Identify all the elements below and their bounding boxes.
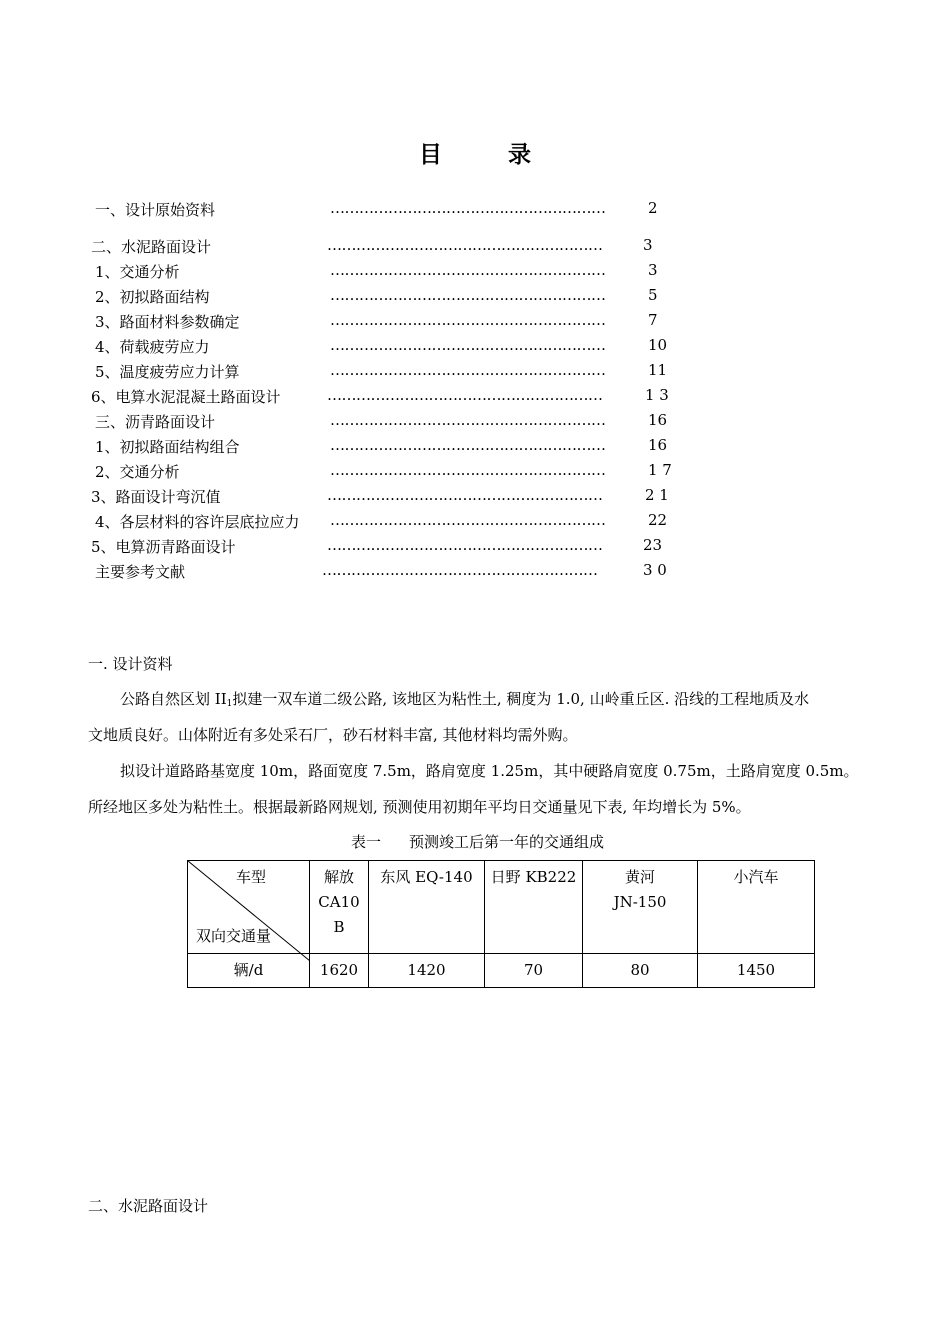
toc-leader-dots: ………………………………………………… bbox=[330, 411, 606, 429]
toc-page-number: 23 bbox=[643, 536, 663, 554]
toc-leader-dots: ………………………………………………… bbox=[330, 511, 606, 529]
table-cell: 1620 bbox=[310, 954, 369, 988]
toc-entry-label: 2、交通分析 bbox=[95, 463, 180, 481]
toc-entry-label: 主要参考文献 bbox=[95, 563, 186, 581]
table-header-cell: 小汽车 bbox=[698, 861, 815, 954]
section-heading: 二、水泥路面设计 bbox=[88, 1197, 209, 1215]
paragraph-line bbox=[120, 688, 809, 709]
subscript-text: 1 bbox=[226, 699, 233, 709]
toc-page-number: 3 bbox=[643, 236, 653, 254]
toc-leader-dots: ………………………………………………… bbox=[330, 461, 606, 479]
toc-entry[interactable] bbox=[0, 236, 700, 261]
toc-leader-dots: ………………………………………………… bbox=[327, 386, 603, 404]
toc-entry[interactable] bbox=[0, 286, 700, 311]
table-cell: 80 bbox=[583, 954, 698, 988]
table-cell: 1450 bbox=[698, 954, 815, 988]
toc-entry[interactable] bbox=[0, 199, 700, 224]
table-corner-cell bbox=[188, 861, 310, 954]
paragraph-text: 公路自然区划 II bbox=[120, 690, 227, 708]
toc-entry-label: 4、荷载疲劳应力 bbox=[95, 338, 210, 356]
toc-entry[interactable] bbox=[0, 436, 700, 461]
table-caption-number: 表一 bbox=[351, 833, 382, 851]
toc-entry[interactable] bbox=[0, 561, 700, 586]
toc-page-number: 1 3 bbox=[645, 386, 669, 404]
toc-leader-dots: ………………………………………………… bbox=[327, 536, 603, 554]
toc-entry[interactable] bbox=[0, 511, 700, 536]
paragraph-text: 拟建一双车道二级公路, 该地区为粘性土, 稠度为 1.0, 山岭重丘区. 沿线的工程地质及水 bbox=[232, 690, 810, 708]
table-header-row bbox=[188, 861, 815, 954]
toc-entry-label: 5、电算沥青路面设计 bbox=[91, 538, 236, 556]
table-caption bbox=[351, 831, 604, 852]
toc-entry-label: 三、沥青路面设计 bbox=[95, 413, 216, 431]
table-caption-text: 预测竣工后第一年的交通组成 bbox=[409, 833, 605, 851]
toc-page-number: 7 bbox=[648, 311, 658, 329]
toc-leader-dots: ………………………………………………… bbox=[330, 361, 606, 379]
paragraph-line: 文地质良好。山体附近有多处采石厂，砂石材料丰富, 其他材料均需外购。 bbox=[88, 726, 578, 744]
table-header-cell: 日野 KB222 bbox=[485, 861, 583, 954]
section-heading: 一. 设计资料 bbox=[88, 655, 173, 673]
toc-page-number: 16 bbox=[648, 436, 668, 454]
toc-entry[interactable] bbox=[0, 486, 700, 511]
toc-leader-dots: ………………………………………………… bbox=[330, 199, 606, 217]
toc-page-number: 1 7 bbox=[648, 461, 672, 479]
toc-leader-dots: ………………………………………………… bbox=[327, 236, 603, 254]
toc-leader-dots: ………………………………………………… bbox=[330, 286, 606, 304]
table-header-cell: 黄河 JN-150 bbox=[583, 861, 698, 954]
toc-leader-dots: ………………………………………………… bbox=[327, 486, 603, 504]
toc-entry[interactable] bbox=[0, 536, 700, 561]
toc-title: 目录 bbox=[419, 141, 597, 168]
toc-entry[interactable] bbox=[0, 311, 700, 336]
toc-entry-label: 1、交通分析 bbox=[95, 263, 180, 281]
corner-row-label: 双向交通量 bbox=[196, 927, 272, 945]
table-header-cell: 东风 EQ-140 bbox=[369, 861, 485, 954]
toc-entry[interactable] bbox=[0, 411, 700, 436]
toc-entry[interactable] bbox=[0, 461, 700, 486]
table-header-cell: 解放 CA10 B bbox=[310, 861, 369, 954]
toc-page-number: 10 bbox=[648, 336, 668, 354]
toc-page-number: 3 bbox=[648, 261, 658, 279]
toc-page-number: 5 bbox=[648, 286, 658, 304]
toc-entry[interactable] bbox=[0, 361, 700, 386]
toc-entry-label: 1、初拟路面结构组合 bbox=[95, 438, 240, 456]
paragraph-line: 拟设计道路路基宽度 10m，路面宽度 7.5m，路肩宽度 1.25m，其中硬路肩宽度 0.75m，土路肩宽度 0.5m。 bbox=[120, 762, 859, 780]
toc-page-number: 11 bbox=[648, 361, 668, 379]
table-cell: 1420 bbox=[369, 954, 485, 988]
toc-entry[interactable] bbox=[0, 261, 700, 286]
toc-entry-label: 4、各层材料的容许层底拉应力 bbox=[95, 513, 300, 531]
toc-entry-label: 2、初拟路面结构 bbox=[95, 288, 210, 306]
toc-page-number: 22 bbox=[648, 511, 668, 529]
toc-page-number: 2 1 bbox=[645, 486, 669, 504]
table-row-label: 辆/d bbox=[188, 954, 310, 988]
toc-entry[interactable] bbox=[0, 386, 700, 411]
toc-entry-label: 二、水泥路面设计 bbox=[91, 238, 212, 256]
toc-entry-label: 6、电算水泥混凝土路面设计 bbox=[91, 388, 281, 406]
toc-entry-label: 5、温度疲劳应力计算 bbox=[95, 363, 240, 381]
toc-entry-label: 3、路面设计弯沉值 bbox=[91, 488, 221, 506]
corner-column-label: 车型 bbox=[236, 868, 267, 886]
toc-leader-dots: ………………………………………………… bbox=[330, 261, 606, 279]
toc-leader-dots: ………………………………………………… bbox=[330, 436, 606, 454]
paragraph-line: 所经地区多处为粘性土。根据最新路网规划, 预测使用初期年平均日交通量见下表, 年均增长为 5%。 bbox=[88, 798, 751, 816]
toc-leader-dots: ………………………………………………… bbox=[330, 311, 606, 329]
toc-leader-dots: ………………………………………………… bbox=[322, 561, 598, 579]
toc-page-number: 2 bbox=[648, 199, 658, 217]
toc-page-number: 16 bbox=[648, 411, 668, 429]
traffic-composition-table bbox=[187, 860, 815, 988]
toc-entry-label: 一、设计原始资料 bbox=[95, 201, 216, 219]
toc-entry[interactable] bbox=[0, 336, 700, 361]
toc-leader-dots: ………………………………………………… bbox=[330, 336, 606, 354]
toc-page-number: 3 0 bbox=[643, 561, 667, 579]
toc-entry-label: 3、路面材料参数确定 bbox=[95, 313, 240, 331]
table-cell: 70 bbox=[485, 954, 583, 988]
